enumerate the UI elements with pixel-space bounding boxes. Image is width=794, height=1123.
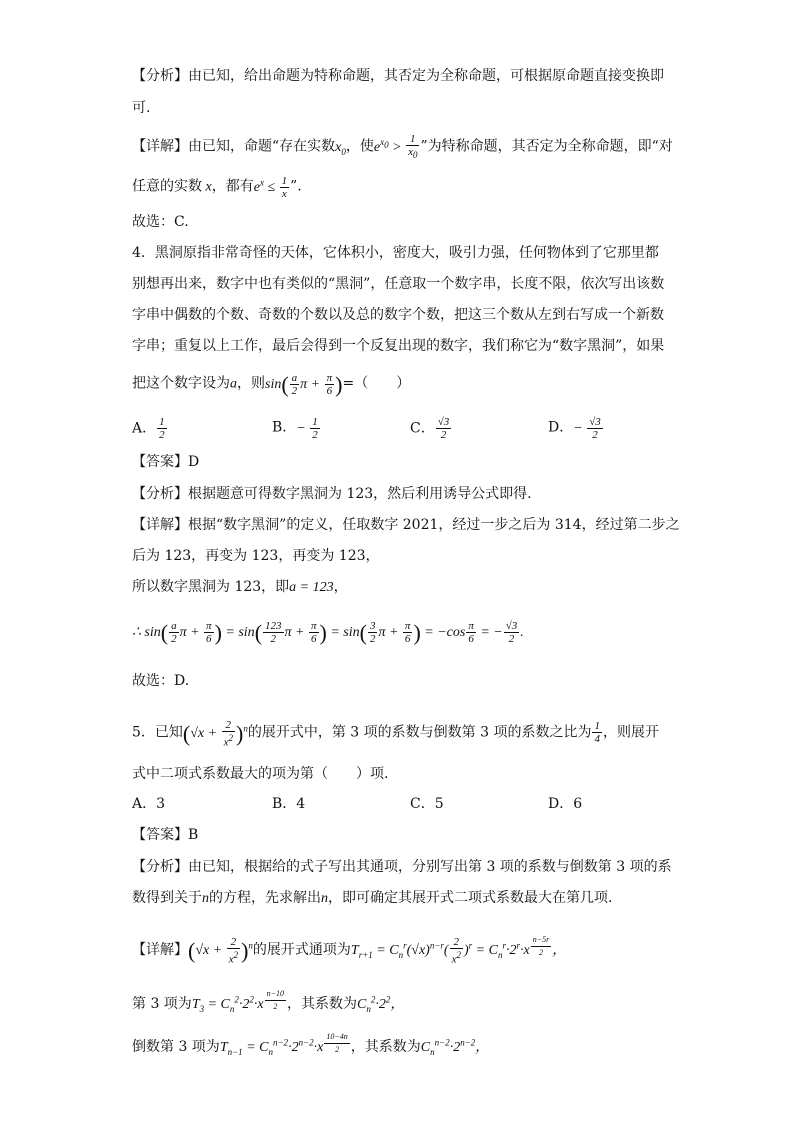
q5-option-d[interactable]: D．6 bbox=[548, 796, 583, 812]
q5-analysis-1 bbox=[132, 857, 672, 877]
answer-value: B bbox=[188, 827, 199, 843]
conclusion-3 bbox=[132, 212, 189, 232]
detail-text-2-mid: ，其系数为 bbox=[287, 996, 358, 1013]
detail-text-3-mid: ，其系数为 bbox=[350, 1039, 421, 1056]
q4-text-5: 把这个数字设为 bbox=[132, 375, 230, 392]
answer-tag: 【答案】 bbox=[132, 827, 188, 843]
q5-option-b[interactable]: B．4 bbox=[272, 796, 306, 812]
q5-line-2 bbox=[132, 764, 388, 784]
math-n-2: n bbox=[321, 891, 328, 906]
math-third-term: $T_3 = C_n^2\cdot 2^2\cdot x$ $^{\frac{n-10}{2}}$ bbox=[191, 989, 285, 1015]
math-ineq: $e^{x_0}$ > $\frac{1}{x_0}$ bbox=[373, 133, 418, 161]
math-binomial: (√x + $\frac{2}{x^2}$ )$^n$ bbox=[182, 718, 248, 749]
math-x0: $x_0$ bbox=[335, 139, 346, 157]
q4-text-1: 4．黑洞原指非常奇怪的天体，它体积小，密度大，吸引力强，任何物体到了它那里都 bbox=[132, 245, 659, 261]
detail-text-2: 后为 123，再变为 123，再变为 123， bbox=[132, 548, 380, 564]
analysis-text-2: 数得到关于 bbox=[132, 890, 202, 906]
analysis-text: 根据题意可得数字黑洞为 123，然后利用诱导公式即得. bbox=[188, 486, 532, 502]
q4-option-b[interactable] bbox=[272, 416, 321, 441]
detail-text-2: 第 3 项为 bbox=[132, 996, 192, 1013]
detail-text-2-post: ”. bbox=[290, 178, 302, 195]
conclusion-text: 故选：C. bbox=[132, 214, 189, 230]
q5-option-c[interactable]: C．5 bbox=[410, 796, 444, 812]
analysis-tag: 【分析】 bbox=[132, 859, 188, 875]
q5-option-a[interactable]: A．3 bbox=[132, 796, 166, 812]
detail-text: 由已知，命题“存在实数 bbox=[188, 138, 336, 155]
q4-text-3: 字串中偶数的个数、奇数的个数以及总的数字个数，把这三个数从左到右写成一个新数 bbox=[132, 307, 664, 323]
answer-value: D bbox=[188, 454, 200, 470]
conclusion-text: 故选：D. bbox=[132, 673, 190, 689]
answer-tag: 【答案】 bbox=[132, 454, 188, 470]
q4-options bbox=[132, 416, 632, 446]
analysis-text: 由已知，根据给的式子写出其通项，分别写出第 3 项的系数与倒数第 3 项的系 bbox=[188, 859, 672, 875]
math-a: a bbox=[230, 376, 237, 392]
q4-detail-1 bbox=[132, 515, 680, 535]
q4-analysis bbox=[132, 484, 532, 504]
q5-text-1-post: ，则展开 bbox=[602, 724, 659, 741]
option-b-label: B． bbox=[272, 419, 297, 436]
q5-answer bbox=[132, 825, 198, 845]
q5-text-2: 式中二项式系数最大的项为第（ ）项. bbox=[132, 766, 389, 782]
q5-detail-1 bbox=[132, 934, 566, 966]
q4-conclusion bbox=[132, 671, 189, 691]
q4-option-a[interactable] bbox=[132, 416, 168, 441]
detail-text-post: ”为特称命题，其否定为全称命题，即“对 bbox=[420, 138, 673, 155]
q5-detail-3 bbox=[132, 1031, 489, 1062]
detail-text: 的展开式通项为 bbox=[252, 942, 351, 959]
analysis-line-1 bbox=[132, 66, 664, 86]
analysis-text-2-post: ，即可确定其展开式二项式系数最大在第几项. bbox=[328, 890, 613, 906]
detail-tag: 【详解】 bbox=[132, 517, 188, 533]
detail-text-mid: ，使 bbox=[345, 138, 374, 155]
q4-text-5-post: =（ ） bbox=[342, 375, 411, 392]
option-c-value: $\frac{√3}{2}$ bbox=[437, 416, 450, 441]
q4-answer bbox=[132, 452, 199, 472]
option-c-label: C． bbox=[410, 420, 435, 437]
q4-line-3 bbox=[132, 305, 664, 325]
option-a-value: $\frac{1}{2}$ bbox=[159, 416, 165, 441]
math-binomial-2: (√x + $\frac{2}{x^2}$ )$^n$ bbox=[188, 936, 253, 966]
detail-text-3: 倒数第 3 项为 bbox=[132, 1039, 220, 1056]
analysis-text-cont: 可. bbox=[132, 100, 151, 116]
analysis-text-2-mid: 的方程，先求解出 bbox=[209, 890, 321, 906]
math-ratio: $\frac{1}{4}$ bbox=[594, 720, 600, 746]
detail-text-3-post: ， bbox=[333, 579, 348, 595]
math-a-value: a = 123 bbox=[289, 580, 334, 595]
q5-text-1-mid: 的展开式中，第 3 项的系数与倒数第 3 项的系数之比为 bbox=[247, 724, 592, 741]
q4-text-5-mid: ，则 bbox=[237, 375, 265, 392]
detail-line-2 bbox=[132, 172, 302, 200]
analysis-tag: 【分析】 bbox=[132, 68, 188, 84]
detail-text: 根据“数字黑洞”的定义，任取数字 2021，经过一步之后为 314，经过第二步之 bbox=[188, 517, 680, 533]
q5-text-1: 5．已知 bbox=[132, 724, 183, 741]
option-a-label: A． bbox=[132, 420, 157, 437]
math-ineq-2: $e^x$ ≤ $\frac{1}{x}$ bbox=[253, 174, 288, 200]
math-third-coef: $C_n^2\cdot 2^2$， bbox=[357, 994, 405, 1015]
math-general-term: $T_{r+1} = C_n^r(√x)^{n-r}$( $\frac{2}{x^2}$ )$^r = C_n^r\cdot 2^r\cdot x$ $^{\frac{n-5r}{2}}$ ， bbox=[350, 935, 567, 966]
q4-detail-3 bbox=[132, 577, 348, 598]
q4-line-5 bbox=[132, 372, 410, 397]
q4-text-2: 别想再出来，数字中也有类似的“黑洞”，任意取一个数字串，长度不限，依次写出该数 bbox=[132, 276, 665, 292]
q5-line-1 bbox=[132, 718, 659, 748]
option-d-value: − $\frac{√3}{2}$ bbox=[573, 416, 601, 441]
q4-line-1 bbox=[132, 243, 659, 263]
option-b-value: − $\frac{1}{2}$ bbox=[296, 416, 318, 441]
math-last-term: $T_{n-1} = C_n^{n-2}\cdot 2^{n-2}\cdot x$ $^{\frac{10-4n}{2}}$ bbox=[219, 1032, 348, 1058]
q4-line-4 bbox=[132, 336, 664, 356]
math-last-coef: $C_n^{n-2}\cdot 2^{n-2}$， bbox=[420, 1037, 490, 1058]
analysis-text: 由已知，给出命题为特称命题，其否定为全称命题，可根据原命题直接变换即 bbox=[188, 68, 664, 84]
q5-options bbox=[132, 794, 632, 816]
q4-option-d[interactable] bbox=[548, 416, 604, 441]
option-d-label: D． bbox=[548, 419, 574, 436]
math-n: n bbox=[202, 891, 209, 906]
detail-tag: 【详解】 bbox=[132, 138, 188, 155]
analysis-line-2 bbox=[132, 98, 150, 118]
q4-option-c[interactable] bbox=[410, 416, 452, 441]
detail-line-1 bbox=[132, 132, 673, 162]
q4-text-4: 字串；重复以上工作，最后会得到一个反复出现的数字，我们称它为“数字黑洞”，如果 bbox=[132, 338, 665, 354]
q4-line-2 bbox=[132, 274, 664, 294]
math-sin-expr: sin( $\frac{a}{2}$ π + $\frac{\pi}{6}$ ) bbox=[265, 371, 343, 397]
analysis-tag: 【分析】 bbox=[132, 486, 188, 502]
math-derivation: ∴ sin( $\frac{a}{2}$ π + $\frac{\pi}{6}$ ) = sin( $\frac{123}{2}$ π + $\frac{\pi}{6}$ ) = sin( $\frac{3}{2}$ π + $\frac{\pi}{6}$ ) = −cos $\frac{\pi}{6}$ = − $\frac{√3}{2}$ . bbox=[132, 619, 524, 645]
q4-detail-2 bbox=[132, 546, 380, 566]
detail-text-2-mid: ，都有 bbox=[211, 178, 254, 195]
q4-derivation bbox=[132, 620, 524, 645]
detail-text-2: 任意的实数 bbox=[132, 178, 202, 195]
q5-detail-2 bbox=[132, 988, 404, 1019]
detail-tag: 【详解】 bbox=[132, 942, 188, 959]
q5-analysis-2 bbox=[132, 888, 612, 909]
math-x: x bbox=[202, 179, 212, 195]
detail-text-3: 所以数字黑洞为 123，即 bbox=[132, 579, 290, 595]
